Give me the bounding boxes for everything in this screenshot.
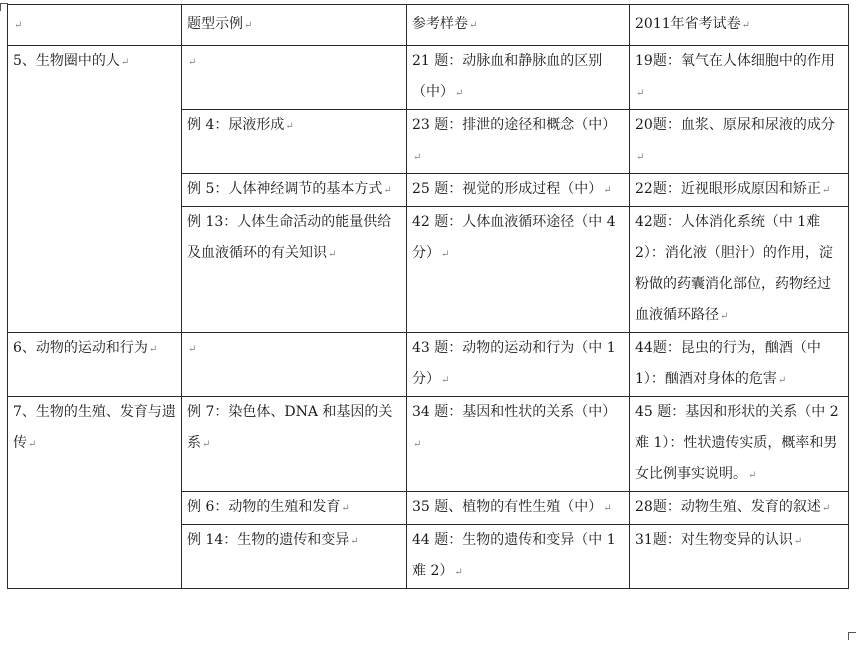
table-header-row bbox=[8, 5, 849, 46]
paragraph-mark-icon: ↵ bbox=[821, 185, 831, 196]
exam-cell: 42题：人体消化系统（中 1难 2）：消化液（胆汁）的作用，淀粉做的药囊消化部位，药物经过血液循环路径↵ bbox=[630, 207, 849, 333]
sample-paper-cell: 25 题：视觉的形成过程（中）↵ bbox=[407, 174, 630, 207]
table-row bbox=[8, 333, 849, 397]
topic-cell: 6、动物的运动和行为↵ bbox=[8, 333, 182, 397]
paragraph-mark-icon: ↵ bbox=[202, 439, 211, 450]
paragraph-mark-icon: ↵ bbox=[14, 20, 23, 31]
sample-paper-cell: 42 题：人体血液循环途径（中 4分）↵ bbox=[407, 207, 630, 333]
sample-paper-cell: 21 题：动脉血和静脉血的区别（中）↵ bbox=[407, 46, 630, 110]
corner-crop-mark bbox=[848, 632, 856, 640]
paragraph-mark-icon: ↵ bbox=[793, 536, 803, 547]
paragraph-mark-icon: ↵ bbox=[188, 57, 197, 68]
example-cell: 例 6：动物的生殖和发育↵ bbox=[182, 492, 407, 525]
example-cell bbox=[182, 333, 407, 397]
header-cell-sample-paper: 参考样卷↵ bbox=[407, 5, 630, 46]
paragraph-mark-icon: ↵ bbox=[120, 57, 130, 68]
paragraph-mark-icon: ↵ bbox=[748, 470, 757, 481]
example-cell: 例 5：人体神经调节的基本方式↵ bbox=[182, 174, 407, 207]
paragraph-mark-icon: ↵ bbox=[741, 20, 751, 31]
paragraph-mark-icon: ↵ bbox=[350, 536, 359, 547]
paragraph-mark-icon: ↵ bbox=[455, 88, 464, 99]
paragraph-mark-icon: ↵ bbox=[603, 503, 612, 514]
exam-cell: 20题：血浆、原尿和尿液的成分↵ bbox=[630, 110, 849, 174]
paragraph-mark-icon: ↵ bbox=[328, 249, 337, 260]
example-cell: 例 14：生物的遗传和变异↵ bbox=[182, 525, 407, 589]
paragraph-mark-icon: ↵ bbox=[603, 185, 612, 196]
paragraph-mark-icon: ↵ bbox=[454, 567, 463, 578]
paragraph-mark-icon: ↵ bbox=[28, 439, 37, 450]
paragraph-mark-icon: ↵ bbox=[148, 344, 158, 355]
topic-cell: 5、生物圈中的人↵ bbox=[8, 46, 182, 333]
paragraph-mark-icon: ↵ bbox=[188, 344, 197, 355]
example-cell: 例 13：人体生命活动的能量供给及血液循环的有关知识↵ bbox=[182, 207, 407, 333]
exam-cell: 28题：动物生殖、发育的叙述↵ bbox=[630, 492, 849, 525]
example-cell: 例 4：尿液形成↵ bbox=[182, 110, 407, 174]
paragraph-mark-icon: ↵ bbox=[441, 375, 450, 386]
sample-paper-cell: 23 题：排泄的途径和概念（中）↵ bbox=[407, 110, 630, 174]
exam-cell: 22题：近视眼形成原因和矫正↵ bbox=[630, 174, 849, 207]
paragraph-mark-icon: ↵ bbox=[636, 152, 645, 163]
topic-cell: 7、生物的生殖、发育与遗传↵ bbox=[8, 397, 182, 589]
exam-cell: 45 题：基因和形状的关系（中 2难 1）：性状遗传实质，概率和男女比例事实说明。↵ bbox=[630, 397, 849, 492]
paragraph-mark-icon: ↵ bbox=[341, 503, 350, 514]
sample-paper-cell: 43 题：动物的运动和行为（中 1分）↵ bbox=[407, 333, 630, 397]
paragraph-mark-icon: ↵ bbox=[777, 375, 787, 386]
paragraph-mark-icon: ↵ bbox=[469, 20, 478, 31]
header-cell-empty bbox=[8, 5, 182, 46]
exam-cell: 44题：昆虫的行为，酗酒（中 1）：酗酒对身体的危害↵ bbox=[630, 333, 849, 397]
example-cell: 例 7：染色体、DNA 和基因的关系↵ bbox=[182, 397, 407, 492]
paragraph-mark-icon: ↵ bbox=[720, 311, 729, 322]
paragraph-mark-icon: ↵ bbox=[244, 20, 253, 31]
paragraph-mark-icon: ↵ bbox=[383, 185, 392, 196]
sample-paper-cell: 44 题：生物的遗传和变异（中 1难 2）↵ bbox=[407, 525, 630, 589]
exam-cell: 19题：氧气在人体细胞中的作用↵ bbox=[630, 46, 849, 110]
table-row bbox=[8, 397, 849, 492]
paragraph-mark-icon: ↵ bbox=[636, 88, 645, 99]
sample-paper-cell: 34 题：基因和性状的关系（中）↵ bbox=[407, 397, 630, 492]
header-cell-2011-exam: 2011年省考试卷↵ bbox=[630, 5, 849, 46]
exam-topic-table bbox=[7, 4, 849, 589]
paragraph-mark-icon: ↵ bbox=[821, 503, 831, 514]
paragraph-mark-icon: ↵ bbox=[285, 121, 294, 132]
paragraph-mark-icon: ↵ bbox=[441, 249, 450, 260]
table-row bbox=[8, 46, 849, 110]
example-cell bbox=[182, 46, 407, 110]
sample-paper-cell: 35 题、植物的有性生殖（中）↵ bbox=[407, 492, 630, 525]
paragraph-mark-icon: ↵ bbox=[413, 439, 422, 450]
exam-cell: 31题：对生物变异的认识↵ bbox=[630, 525, 849, 589]
paragraph-mark-icon: ↵ bbox=[413, 152, 422, 163]
header-cell-examples: 题型示例↵ bbox=[182, 5, 407, 46]
